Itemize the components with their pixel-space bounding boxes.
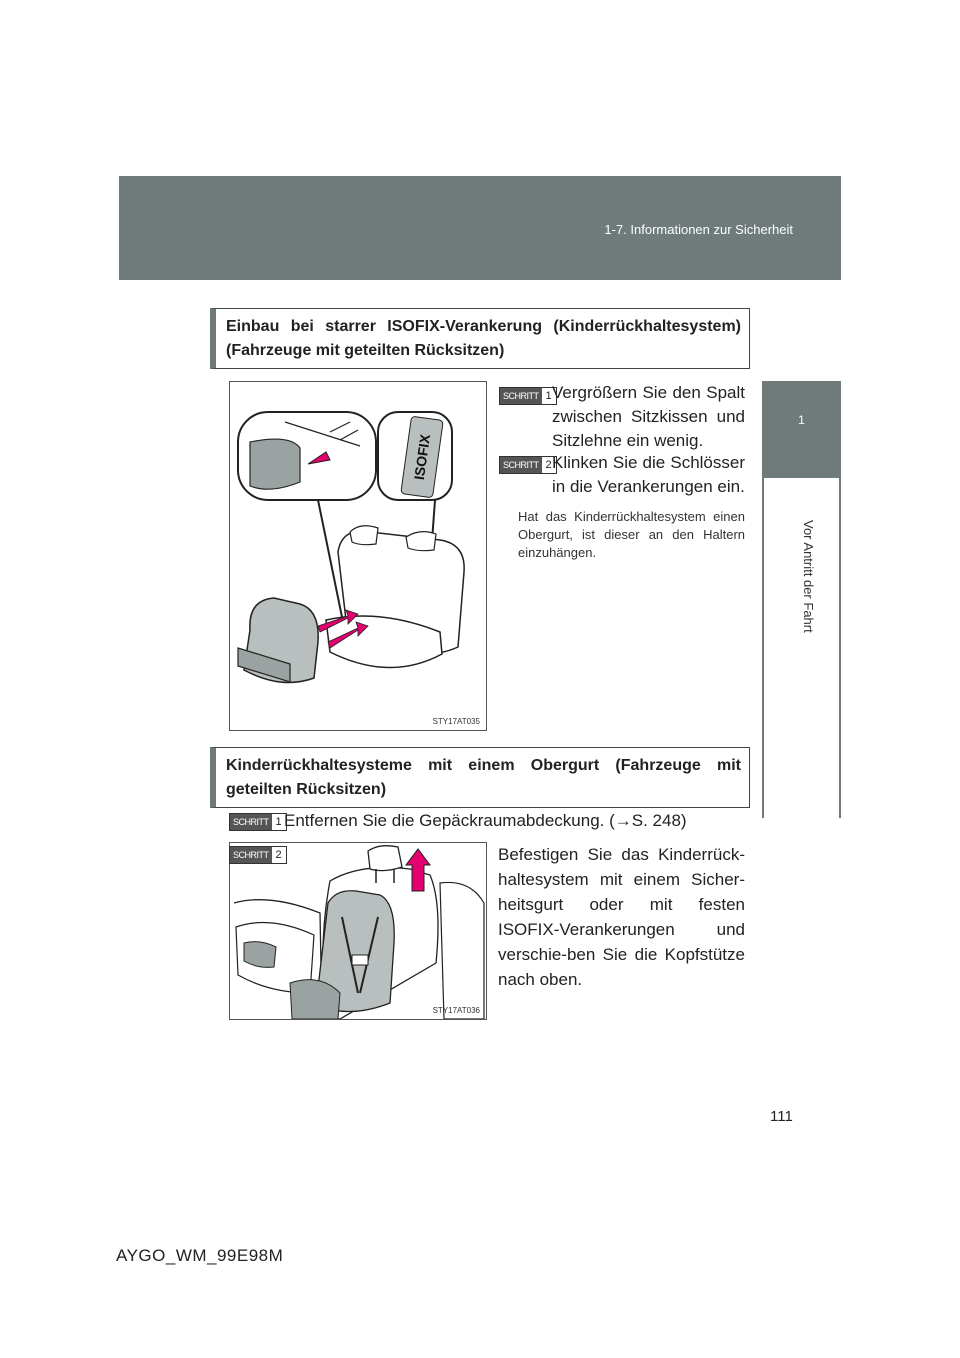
step2-text: Klinken Sie die Schlösser in die Verankerungen ein. (552, 453, 745, 496)
isofix-illustration (230, 382, 486, 730)
chapter-number: 1 (798, 413, 805, 427)
step-badge-1: SCHRITT 1 (499, 387, 557, 405)
chapter-rule-left (762, 478, 764, 818)
figure-code: STY17AT035 (432, 717, 480, 726)
footer-code: AYGO_WM_99E98M (116, 1246, 284, 1265)
figure-code-2: STY17AT036 (432, 1006, 480, 1015)
chapter-rule-right (839, 478, 841, 818)
step4-text: Befestigen Sie das Kinderrück-haltesystem mit einem Sicher-heitsgurt oder mit festen ISOFIX-Verankerungen und verschie-ben Sie die Kopfstütze nach oben. (498, 845, 745, 989)
section2-title: Kinderrückhaltesysteme mit einem Obergurt (Fahrzeuge mit geteilten Rücksitzen) (210, 747, 750, 808)
step1-text: Vergrößern Sie den Spalt zwischen Sitzkissen und Sitzlehne ein wenig. (552, 383, 745, 450)
isofix-figure (229, 381, 487, 731)
obergurt-note: Hat das Kinderrückhaltesystem einen Obergurt, ist dieser an den Haltern einzuhängen. (518, 509, 745, 560)
step-badge-4: SCHRITT 2 (229, 846, 287, 864)
chapter-tab (762, 381, 841, 478)
obergurt-figure (229, 842, 487, 1020)
section1-title: Einbau bei starrer ISOFIX-Verankerung (Kinderrückhaltesystem) (Fahrzeuge mit geteilten Rücksitzen) (210, 308, 750, 369)
step-badge-3: SCHRITT 1 (229, 813, 287, 831)
page-number: 111 (770, 1108, 793, 1125)
obergurt-illustration (230, 843, 486, 1019)
header-band (119, 176, 841, 280)
step3-text: Entfernen Sie die Gepäckraumabdeckung. (→S. 248) (284, 811, 687, 830)
chapter-label: Vor Antritt der Fahrt (801, 520, 816, 633)
step-badge-2: SCHRITT 2 (499, 456, 557, 474)
section-header: 1-7. Informationen zur Sicherheit (604, 222, 793, 237)
isofix-label: ISOFIX (410, 433, 434, 481)
